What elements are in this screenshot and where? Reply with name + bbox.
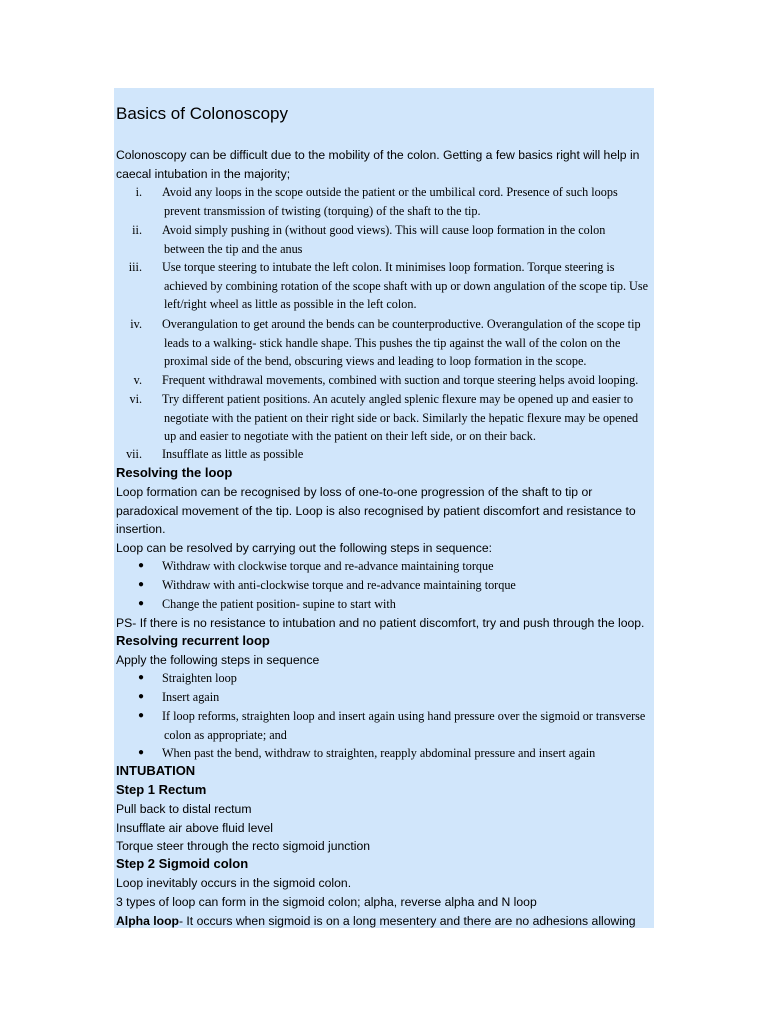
resolving-paragraph: Loop formation can be recognised by loss of one-to-one progression of the shaft to tip or paradoxical movement of the tip. Loop is also recognised by patient discomfort and resistance to insertion.	[116, 485, 636, 537]
document-page: Basics of Colonoscopy Colonoscopy can be difficult due to the mobility of the colon. Getting a few basics right will help in caecal intubation in the majority; i. Avoid any loops in the scope outside the patient or the umbilical cord. Presence of such loops prevent transmission of twisting (torquing) of the shaft to the tip. ii. Avoid simply pushing in (without good views). This will cause loop formation in the colon between the tip and the anus iii. Use torque steering to intubate the left colon. It minimises loop formation. Torque steering is achieved by combining rotation of the scope shaft with up or down angulation of the scope tip. Use left/right wheel as little as possible in the left colon. iv. Overangulation to get around the bends can be counterproductive. Overangulation of the scope tip leads to a walking- stick handle shape. This pushes the tip against the wall of the colon on the proximal side of the bend, obscuring views and leading to loop formation in the scope. v. Frequent withdrawal movements, combined with suction and torque steering helps avoid looping. vi. Try different patient positions. An acutely angled splenic flexure may be opened up and easier to negotiate with the patient on their right side or back. Similarly the hepatic flexure may be opened up and easier to negotiate with the patient on their left side, or on their back. vii. Insufflate as little as possible Resolving the loop Loop formation can be recognised by loss of one-to-one progression of the shaft to tip or paradoxical movement of the tip. Loop is also recognised by patient discomfort and resistance to insertion. Loop can be resolved by carrying out the following steps in sequence: ● Withdraw with clockwise torque and re-advance maintaining torque ● Withdraw with anti-clockwise torque and re-advance maintaining torque ● Change the patient position- supine to start with PS- If there is no resistance to intubation and no patient discomfort, try and push through the loop. Resolving recurrent loop Apply the following steps in sequence ● Straighten loop ● Insert again ● If loop reforms, straighten loop and insert again using hand pressure over the sigmoid or transverse colon as appropriate; and ● When past the bend, withdraw to straighten, reapply abdominal pressure and insert again INTUBATION Step 1 Rectum Pull back to distal rectum Insufflate air above fluid level Torque steer through the recto sigmoid junction Step 2 Sigmoid colon Loop inevitably occurs in the sigmoid colon. 3 types of loop can form in the sigmoid colon; alpha, reverse alpha and N loop Alpha loop- It occurs when sigmoid is on a long mesentery and there are no adhesions allowing	[114, 88, 654, 928]
bullet-icon: ●	[138, 598, 145, 609]
alpha-loop-paragraph: Alpha loop- It occurs when sigmoid is on a long mesentery and there are no adhesions allowing	[116, 914, 636, 928]
bullet-icon: ●	[138, 747, 145, 758]
bullet-icon: ●	[138, 672, 145, 683]
bullet-icon: ●	[138, 691, 145, 702]
step2-heading: Step 2 Sigmoid colon	[116, 856, 249, 871]
section-heading-intubation: INTUBATION	[116, 763, 196, 778]
document-title: Basics of Colonoscopy	[116, 104, 288, 123]
bullet-icon: ●	[138, 710, 145, 721]
section-heading-resolving-loop: Resolving the loop	[116, 465, 233, 480]
recurrent-intro: Apply the following steps in sequence	[116, 653, 320, 667]
bullet-icon: ●	[138, 579, 145, 590]
section-heading-recurrent-loop: Resolving recurrent loop	[116, 633, 270, 648]
step2-lines: Loop inevitably occurs in the sigmoid colon. 3 types of loop can form in the sigmoid colon; alpha, reverse alpha and N loop	[116, 876, 537, 909]
alpha-loop-label: Alpha loop	[116, 914, 179, 928]
step1-lines: Pull back to distal rectum Insufflate air above fluid level Torque steer through the recto sigmoid junction	[116, 802, 371, 854]
ps-note: PS- If there is no resistance to intubation and no patient discomfort, try and push through the loop.	[116, 616, 645, 630]
intro-paragraph: Colonoscopy can be difficult due to the mobility of the colon. Getting a few basics right will help in caecal intubation in the majority;	[116, 148, 640, 181]
step1-heading: Step 1 Rectum	[116, 782, 207, 797]
resolving-steps-intro: Loop can be resolved by carrying out the following steps in sequence:	[116, 541, 493, 555]
bullet-icon: ●	[138, 560, 145, 571]
